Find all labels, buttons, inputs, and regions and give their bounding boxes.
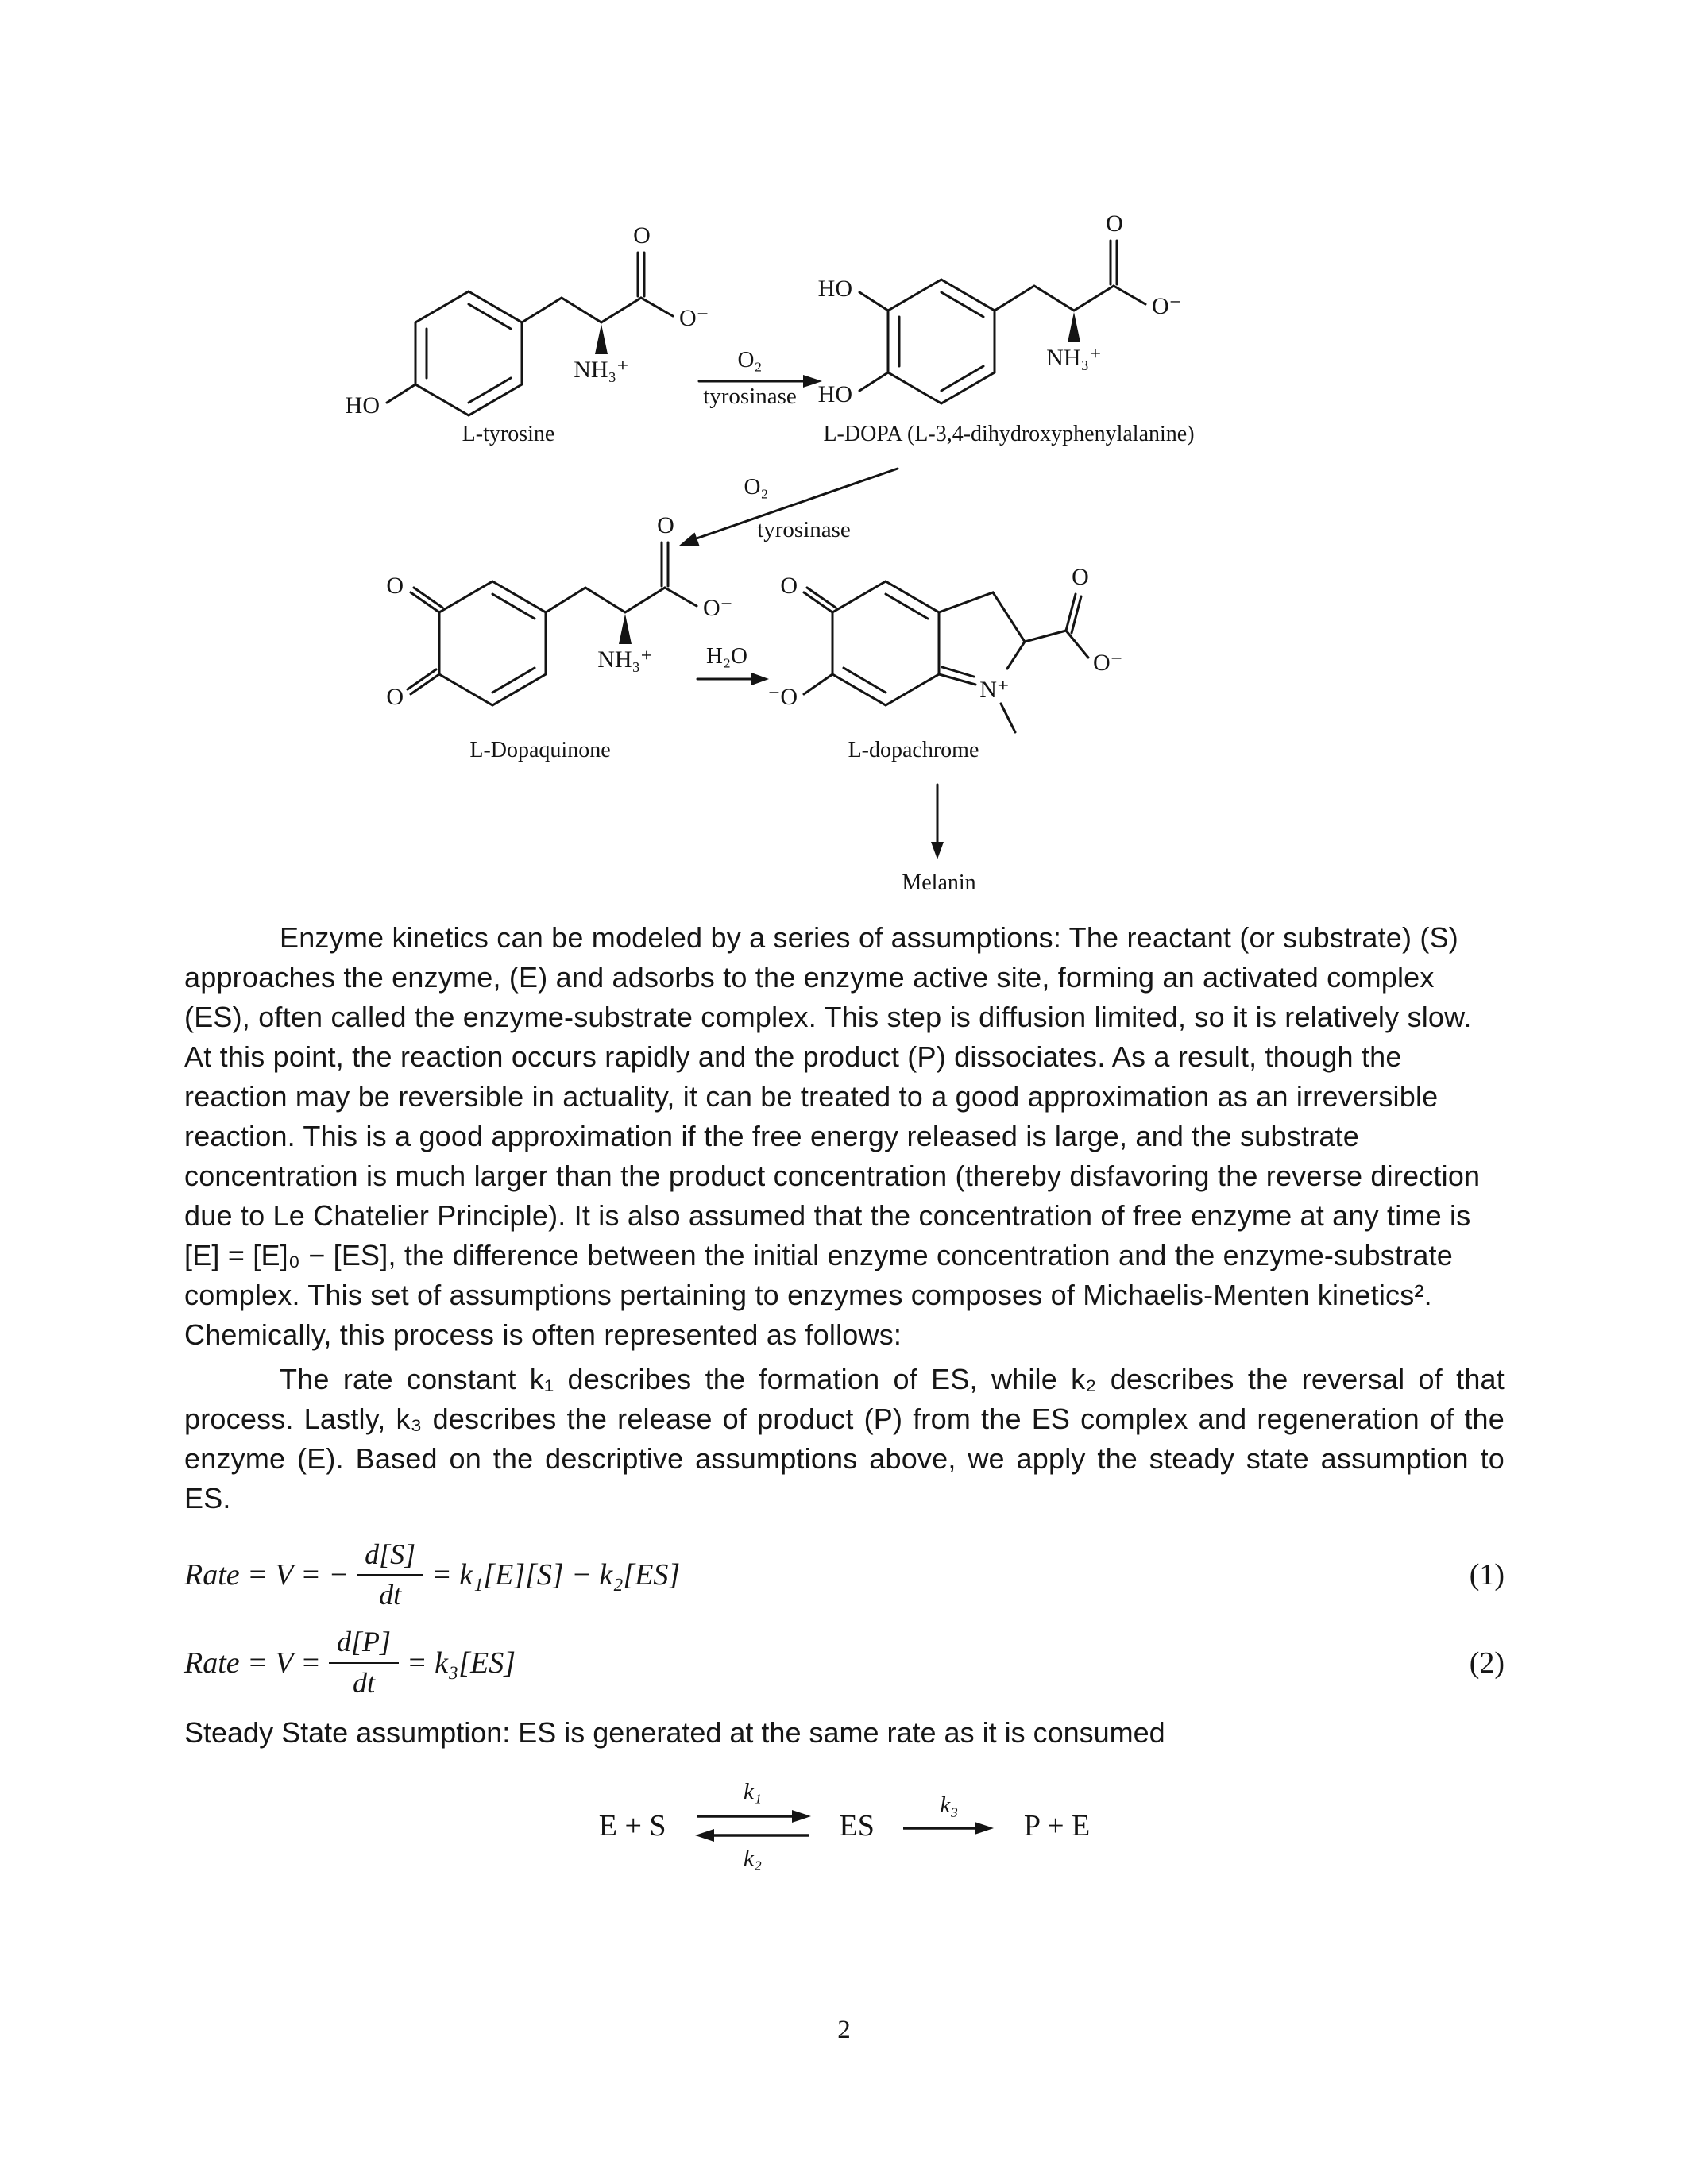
dopaquinone-carbonyl-o-label: O (657, 512, 674, 538)
dopachrome-o-top-label: O (780, 573, 798, 599)
equations-block (184, 1538, 1505, 1700)
tyrosine-ho-label: HO (345, 392, 380, 419)
rate-constant-k3-label: k₃ (940, 1792, 959, 1818)
l-dopaquinone-structure (386, 512, 732, 762)
step1-oxygen-label: O₂ (737, 347, 763, 372)
dopachrome-o-bottom-label: ⁻O (767, 684, 798, 710)
l-dopa-structure (818, 210, 1195, 446)
dopa-carboxylate-o-label: O⁻ (1152, 293, 1182, 319)
l-dopa-name: L-DOPA (L-3,4-dihydroxyphenylalanine) (823, 422, 1195, 446)
page-number: 2 (837, 2016, 851, 2044)
equation-2-body (184, 1625, 516, 1700)
equation-2-denominator: dt (352, 1666, 375, 1699)
equation-2-number: (2) (1469, 1646, 1505, 1680)
steady-state-statement: Steady State assumption: ES is generated at the same rate as it is consumed (184, 1715, 1165, 1749)
step1-arrow (699, 347, 822, 409)
equilibrium-arrows-icon (693, 1805, 813, 1846)
equation-2-numerator: d[P] (329, 1625, 399, 1663)
l-dopachrome-structure (768, 564, 1123, 762)
body-content (184, 918, 1505, 1872)
dopaquinone-o-bottom-label: O (386, 684, 404, 710)
rate-constant-k2-label: k₂ (744, 1845, 762, 1871)
melanin-synthesis-reaction-scheme (0, 103, 1688, 905)
equilibrium-arrows-group (693, 1780, 813, 1872)
equation-1-denominator: dt (379, 1579, 402, 1611)
step2-oxygen-label: O₂ (744, 474, 769, 500)
dopachrome-carbonyl-o-label: O (1072, 564, 1089, 590)
melanin-label: Melanin (902, 870, 976, 895)
dopa-ho-top-label: HO (817, 276, 852, 302)
equation-2-fraction (329, 1625, 399, 1700)
step2-arrow (679, 469, 898, 546)
equation-1-body (184, 1538, 680, 1612)
equation-1-numerator: d[S] (357, 1538, 423, 1576)
equation-1 (184, 1538, 1505, 1612)
equation-2-lhs: Rate = V = (184, 1646, 321, 1680)
l-dopaquinone-name: L-Dopaquinone (469, 738, 611, 762)
equation-1-lhs: Rate = V = − (184, 1558, 350, 1592)
paragraph-rate-constants: The rate constant k₁ describes the formation of ES, while k₂ describes the reversal of that process. Lastly, k₃ describes the release of product (P) from the ES complex and regeneration of the enzyme (E). Based on the descriptive assumptions above, we apply the steady state assumption to ES. (184, 1363, 1505, 1515)
dopachrome-nitrogen-label: N⁺ (979, 677, 1010, 703)
dopa-ho-bottom-label: HO (817, 381, 852, 407)
dopaquinone-carboxylate-o-label: O⁻ (703, 595, 733, 621)
paragraph-enzyme-kinetics: Enzyme kinetics can be modeled by a series of assumptions: The reactant (or substrate) (S) approaches the enzyme, (E) and adsorbs to the enzyme active site, forming an activated complex (ES), often called the enzyme-substrate complex. This step is diffusion limited, so it is relatively slow. At this point, the reaction occurs rapidly and the product (P) dissociates. As a result, though the reaction may be reversible in actuality, it can be treated to a good approximation as an irreversible reaction. This is a good approximation if the free energy released is large, and the substrate concentration is much larger than the product concentration (thereby disfavoring the reverse direction due to Le Chatelier Principle). It is also assumed that the concentration of free enzyme at any time is [E] = [E]₀ − [ES], the difference between the initial enzyme concentration and the enzyme-substrate complex. This set of assumptions pertaining to enzymes composes of Michaelis-Menten kinetics². Chemically, this process is often represented as follows: (184, 921, 1481, 1351)
forward-arrow-icon (902, 1819, 997, 1838)
tyrosine-ammonium-label: NH₃⁺ (574, 357, 629, 383)
step1-tyrosinase-label: tyrosinase (703, 384, 797, 409)
equation-1-rhs: = k₁[E][S] − k₂[ES] (431, 1558, 681, 1592)
kinetic-mechanism-scheme (599, 1780, 1091, 1872)
tyrosine-carboxylate-o-label: O⁻ (679, 305, 709, 331)
step2-tyrosinase-label: tyrosinase (757, 517, 851, 542)
tyrosine-carbonyl-o-label: O (633, 222, 651, 249)
forward-arrow-group (902, 1793, 997, 1858)
equation-2-rhs: = k₃[ES] (406, 1646, 516, 1680)
dopa-ammonium-label: NH₃⁺ (1046, 345, 1102, 371)
dopaquinone-ammonium-label: NH₃⁺ (597, 646, 653, 673)
step3-water-label: H₂O (706, 643, 747, 669)
dopachrome-carboxylate-o-label: O⁻ (1093, 650, 1123, 676)
equation-1-number: (1) (1469, 1558, 1505, 1592)
equation-2 (184, 1625, 1505, 1700)
l-tyrosine-name: L-tyrosine (462, 422, 555, 446)
species-e-plus-s: E + S (598, 1808, 666, 1843)
species-es: ES (839, 1808, 875, 1843)
equation-1-fraction (357, 1538, 423, 1612)
melanin-arrow (902, 785, 975, 895)
l-dopachrome-name: L-dopachrome (848, 738, 979, 762)
species-p-plus-e: P + E (1023, 1808, 1091, 1843)
l-tyrosine-structure (346, 222, 709, 446)
dopaquinone-o-top-label: O (386, 573, 404, 599)
rate-constant-k1-label: k₁ (744, 1778, 762, 1804)
dopa-carbonyl-o-label: O (1106, 210, 1123, 237)
step3-arrow (697, 643, 769, 685)
